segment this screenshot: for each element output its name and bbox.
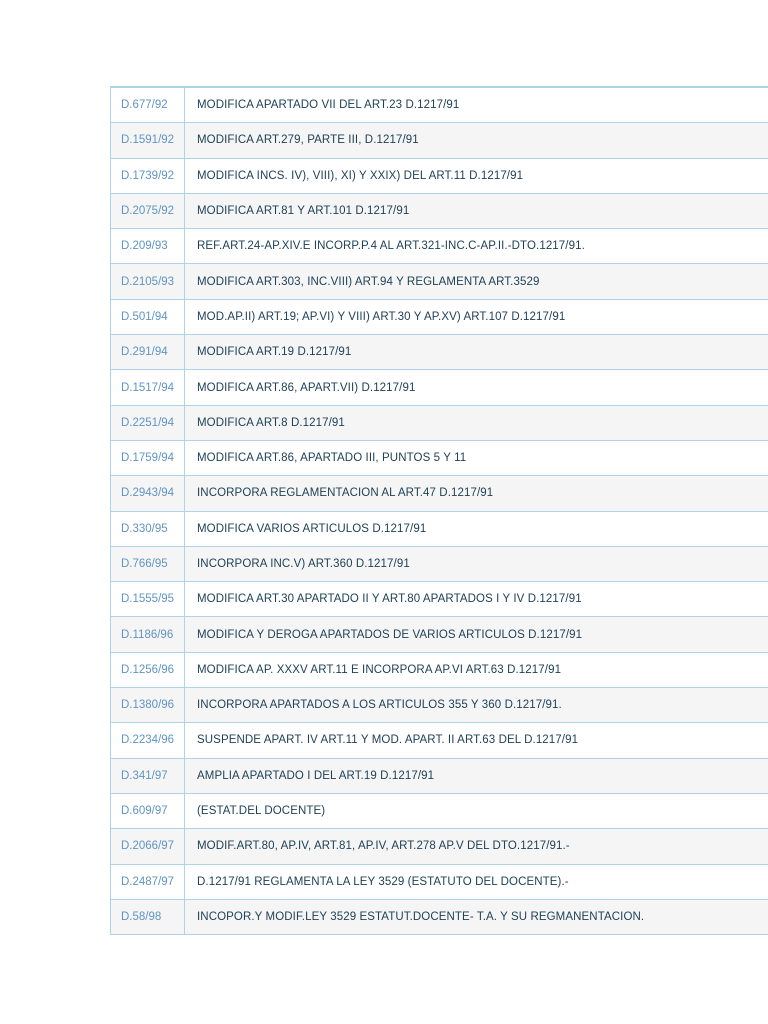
decree-description-cell <box>185 688 768 722</box>
decree-description: SUSPENDE APART. IV ART.11 Y MOD. APART. II ART.63 DEL D.1217/91 <box>197 734 579 747</box>
decree-number-link[interactable]: D.2943/94 <box>121 487 175 500</box>
decree-number-link[interactable]: D.330/95 <box>121 522 168 535</box>
decree-number-link[interactable]: D.1739/92 <box>121 169 175 182</box>
table-row <box>111 88 768 123</box>
decree-description: MODIFICA APARTADO VII DEL ART.23 D.1217/91 <box>197 99 460 112</box>
decree-number-link[interactable]: D.677/92 <box>121 99 168 112</box>
decree-description: (ESTAT.DEL DOCENTE) <box>197 805 326 818</box>
decree-number-cell <box>111 688 185 722</box>
table-row <box>111 759 768 794</box>
decree-description: MODIFICA INCS. IV), VIII), XI) Y XXIX) DEL ART.11 D.1217/91 <box>197 169 524 182</box>
decree-number-cell <box>111 653 185 687</box>
decree-description: MODIFICA ART.86, APARTADO III, PUNTOS 5 Y 11 <box>197 452 467 465</box>
decree-description: MODIFICA ART.19 D.1217/91 <box>197 346 352 359</box>
decree-description-cell <box>185 582 768 616</box>
decree-description-cell <box>185 88 768 122</box>
decree-description-cell <box>185 653 768 687</box>
decree-number-cell <box>111 900 185 934</box>
decree-description-cell <box>185 194 768 228</box>
decree-number-link[interactable]: D.341/97 <box>121 769 168 782</box>
decree-description-cell <box>185 723 768 757</box>
decree-number-cell <box>111 476 185 510</box>
decree-description-cell <box>185 229 768 263</box>
table-row <box>111 229 768 264</box>
decree-number-link[interactable]: D.2105/93 <box>121 275 175 288</box>
decree-number-link[interactable]: D.766/95 <box>121 558 168 570</box>
decree-description: MODIF.ART.80, AP.IV, ART.81, AP.IV, ART.278 AP.V DEL DTO.1217/91.- <box>197 840 570 853</box>
table-row <box>111 300 768 335</box>
decree-number-cell <box>111 723 185 757</box>
table-row <box>111 512 768 547</box>
table-row <box>111 194 768 229</box>
decree-description: MODIFICA Y DEROGA APARTADOS DE VARIOS ARTICULOS D.1217/91 <box>197 628 583 641</box>
table-row <box>111 406 768 441</box>
decree-description: D.1217/91 REGLAMENTA LA LEY 3529 (ESTATUTO DEL DOCENTE).- <box>197 875 569 888</box>
decree-description-cell <box>185 300 768 334</box>
decree-description-cell <box>185 441 768 475</box>
decree-description-cell <box>185 406 768 440</box>
decree-amendments-table <box>110 86 768 935</box>
decree-description: REF.ART.24-AP.XIV.E INCORP.P.4 AL ART.321-INC.C-AP.II.-DTO.1217/91. <box>197 240 585 253</box>
decree-number-cell <box>111 159 185 193</box>
decree-number-cell <box>111 829 185 863</box>
decree-number-cell <box>111 794 185 828</box>
decree-description-cell <box>185 759 768 793</box>
decree-number-link[interactable]: D.209/93 <box>121 240 168 253</box>
decree-description-cell <box>185 617 768 651</box>
table-row <box>111 865 768 900</box>
table-row <box>111 335 768 370</box>
decree-number-cell <box>111 441 185 475</box>
decree-description-cell <box>185 335 768 369</box>
decree-description-cell <box>185 476 768 510</box>
table-row <box>111 547 768 582</box>
decree-number-link[interactable]: D.501/94 <box>121 310 168 323</box>
decree-description-cell <box>185 865 768 899</box>
decree-number-cell <box>111 617 185 651</box>
decree-number-cell <box>111 547 185 581</box>
decree-number-cell <box>111 123 185 157</box>
decree-description: MODIFICA ART.8 D.1217/91 <box>197 416 345 429</box>
decree-number-cell <box>111 759 185 793</box>
decree-number-cell <box>111 194 185 228</box>
decree-description: MODIFICA VARIOS ARTICULOS D.1217/91 <box>197 522 427 535</box>
table-row <box>111 123 768 158</box>
decree-description-cell <box>185 512 768 546</box>
decree-description: MODIFICA ART.86, APART.VII) D.1217/91 <box>197 381 416 394</box>
decree-number-link[interactable]: D.2251/94 <box>121 416 175 429</box>
table-row <box>111 159 768 194</box>
decree-number-link[interactable]: D.291/94 <box>121 346 168 359</box>
decree-number-cell <box>111 88 185 122</box>
decree-description: MODIFICA ART.303, INC.VIII) ART.94 Y REGLAMENTA ART.3529 <box>197 275 540 288</box>
table-row <box>111 617 768 652</box>
decree-number-link[interactable]: D.1380/96 <box>121 699 175 712</box>
decree-description-cell <box>185 829 768 863</box>
decree-number-link[interactable]: D.1186/96 <box>121 628 174 641</box>
decree-description: MOD.AP.II) ART.19; AP.VI) Y VIII) ART.30 Y AP.XV) ART.107 D.1217/91 <box>197 310 566 323</box>
decree-number-link[interactable]: D.2487/97 <box>121 875 175 888</box>
decree-number-link[interactable]: D.2075/92 <box>121 205 175 218</box>
decree-number-link[interactable]: D.2066/97 <box>121 840 175 853</box>
decree-number-link[interactable]: D.1555/95 <box>121 593 175 606</box>
decree-description-cell <box>185 547 768 581</box>
table-row <box>111 688 768 723</box>
decree-number-cell <box>111 335 185 369</box>
decree-description-cell <box>185 123 768 157</box>
table-row <box>111 829 768 864</box>
decree-description-cell <box>185 900 768 934</box>
decree-number-cell <box>111 370 185 404</box>
decree-number-cell <box>111 264 185 298</box>
decree-number-link[interactable]: D.2234/96 <box>121 734 175 747</box>
decree-number-link[interactable]: D.1517/94 <box>121 381 175 394</box>
decree-description: INCORPORA REGLAMENTACION AL ART.47 D.1217/91 <box>197 487 494 500</box>
decree-number-cell <box>111 229 185 263</box>
decree-number-link[interactable]: D.609/97 <box>121 805 168 818</box>
decree-description: MODIFICA ART.30 APARTADO II Y ART.80 APARTADOS I Y IV D.1217/91 <box>197 593 582 606</box>
decree-description-cell <box>185 370 768 404</box>
decree-number-link[interactable]: D.58/98 <box>121 910 162 923</box>
table-row <box>111 794 768 829</box>
decree-number-link[interactable]: D.1759/94 <box>121 452 175 465</box>
decree-number-cell <box>111 582 185 616</box>
table-row <box>111 264 768 299</box>
table-row <box>111 370 768 405</box>
decree-number-cell <box>111 406 185 440</box>
decree-number-link[interactable]: D.1256/96 <box>121 663 175 676</box>
decree-description: INCORPORA INC.V) ART.360 D.1217/91 <box>197 558 410 570</box>
decree-number-cell <box>111 300 185 334</box>
decree-description: MODIFICA ART.81 Y ART.101 D.1217/91 <box>197 205 410 218</box>
decree-description: MODIFICA ART.279, PARTE III, D.1217/91 <box>197 134 419 147</box>
table-row <box>111 900 768 935</box>
decree-description-cell <box>185 794 768 828</box>
table-row <box>111 582 768 617</box>
table-row <box>111 441 768 476</box>
table-row <box>111 476 768 511</box>
decree-description: INCOPOR.Y MODIF.LEY 3529 ESTATUT.DOCENTE- T.A. Y SU REGMANENTACION. <box>197 910 645 923</box>
decree-description-cell <box>185 159 768 193</box>
decree-description-cell <box>185 264 768 298</box>
decree-number-link[interactable]: D.1591/92 <box>121 134 175 147</box>
decree-description: AMPLIA APARTADO I DEL ART.19 D.1217/91 <box>197 769 435 782</box>
decree-description: INCORPORA APARTADOS A LOS ARTICULOS 355 Y 360 D.1217/91. <box>197 699 562 712</box>
table-row <box>111 723 768 758</box>
decree-description: MODIFICA AP. XXXV ART.11 E INCORPORA AP.VI ART.63 D.1217/91 <box>197 663 562 676</box>
decree-number-cell <box>111 865 185 899</box>
table-row <box>111 653 768 688</box>
decree-number-cell <box>111 512 185 546</box>
